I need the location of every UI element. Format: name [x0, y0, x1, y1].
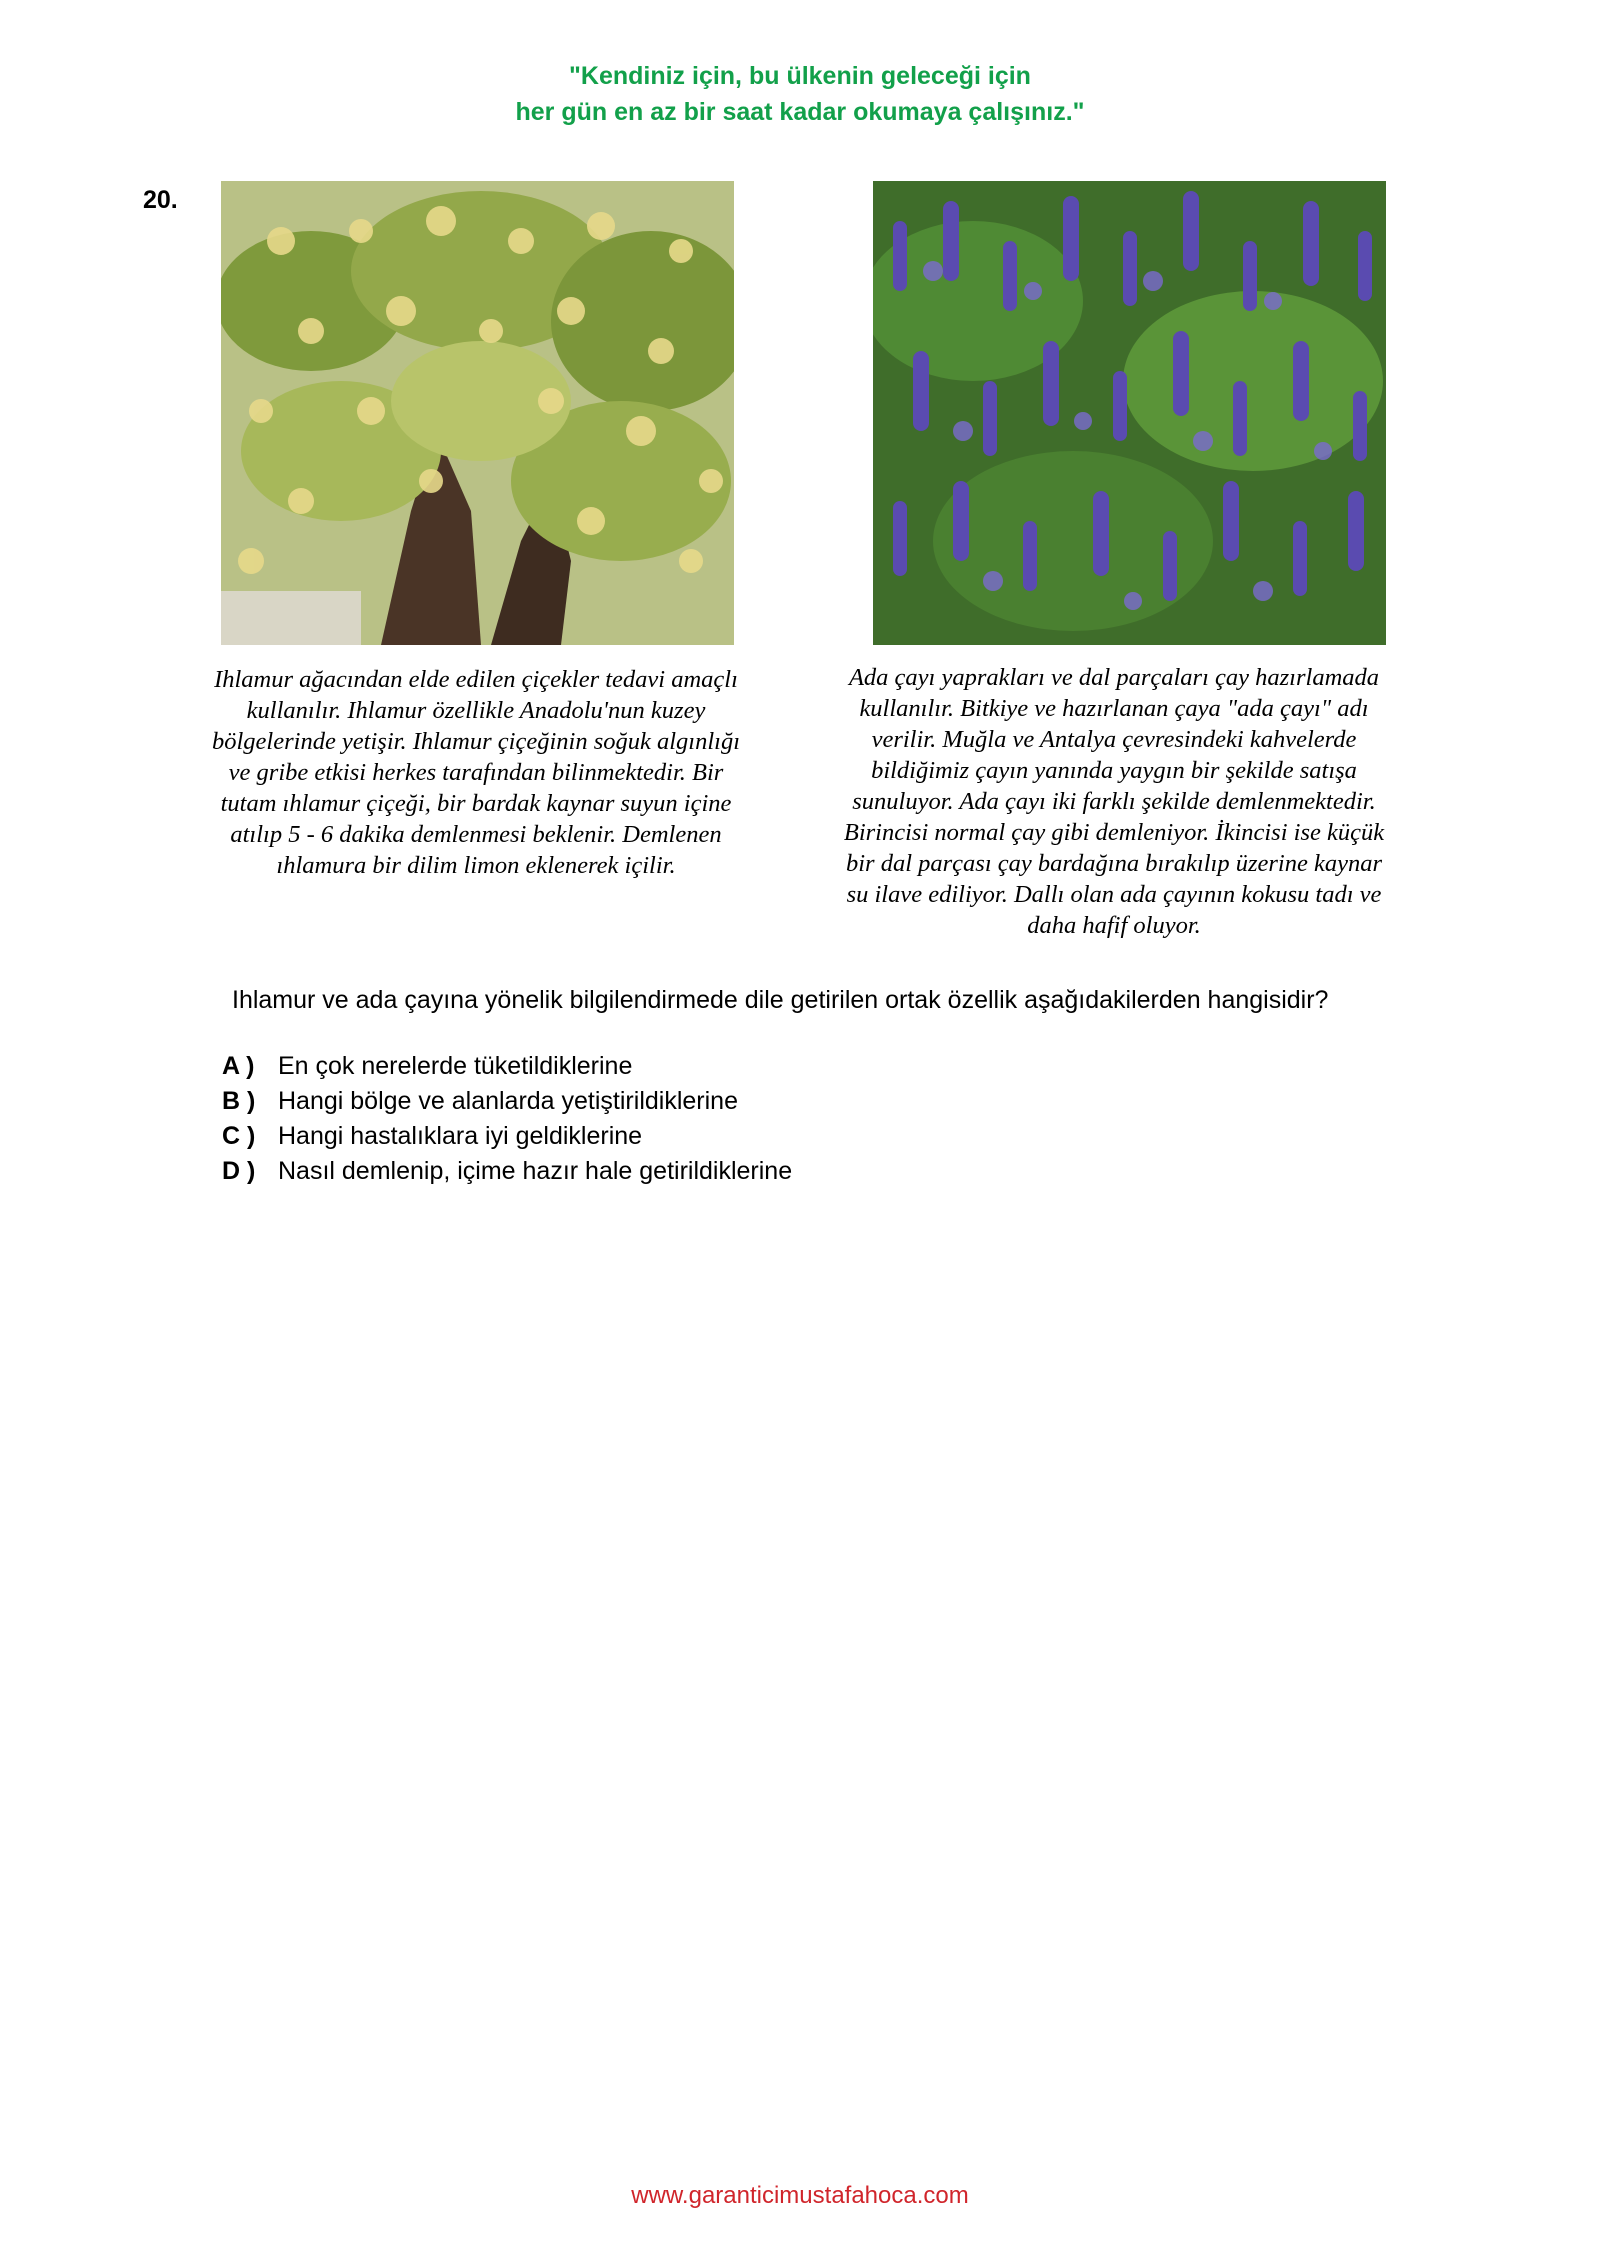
question-number: 20.: [143, 186, 178, 214]
option-a-letter: A ): [222, 1052, 255, 1080]
option-a[interactable]: [222, 1052, 792, 1087]
option-b[interactable]: [222, 1087, 792, 1122]
linden-tree-photo: [221, 181, 734, 645]
option-b-text: Hangi bölge ve alanlarda yetiştirildiklerine: [278, 1087, 738, 1115]
motto: [0, 58, 1600, 130]
option-c-text: Hangi hastalıklara iyi geldiklerine: [278, 1122, 643, 1150]
sage-flowers-photo: [873, 181, 1386, 645]
answer-options: [222, 1052, 792, 1192]
option-a-text: En çok nerelerde tüketildiklerine: [278, 1052, 633, 1080]
sage-caption: Ada çayı yaprakları ve dal parçaları çay hazırlamada kullanılır. Bitkiye ve hazırlanan çaya "ada çayı" adı verilir. Muğla ve Antalya çevresindeki kahvelerde bildiğimiz çayın yanında yaygın bir şekilde satışa sunuluyor. Ada çayı iki farklı şekilde demlenmektedir. Birincisi normal çay gibi demleniyor. İkincisi ise küçük bir dal parçası çay bardağına bırakılıp üzerine kaynar su ilave ediliyor. Dallı olan ada çayının kokusu tadı ve daha hafif oluyor.: [843, 664, 1385, 939]
option-d[interactable]: [222, 1157, 792, 1192]
motto-line-1: "Kendiniz için, bu ülkenin geleceği için: [569, 62, 1031, 90]
linden-caption: Ihlamur ağacından elde edilen çiçekler tedavi amaçlı kullanılır. Ihlamur özellikle Anadolu'nun kuzey bölgelerinde yetişir. Ihlamur çiçeğinin soğuk algınlığı ve gribe etkisi herkes tarafından bilinmektedir. Bir tutam ıhlamur çiçeği, bir bardak kaynar suyun içine atılıp 5 - 6 dakika demlenmesi beklenir. Demlenen ıhlamura bir dilim limon eklenerek içilir.: [211, 666, 741, 879]
option-c-letter: C ): [222, 1122, 256, 1150]
option-b-letter: B ): [222, 1087, 256, 1115]
question-stem: Ihlamur ve ada çayına yönelik bilgilendirmede dile getirilen ortak özellik aşağıdakilerden hangisidir?: [232, 986, 1329, 1014]
option-d-letter: D ): [222, 1157, 256, 1185]
motto-line-2: her gün en az bir saat kadar okumaya çalışınız.": [515, 98, 1085, 126]
option-c[interactable]: [222, 1122, 792, 1157]
option-d-text: Nasıl demlenip, içime hazır hale getirildiklerine: [278, 1157, 793, 1185]
footer-website-link[interactable]: www.garanticimustafahoca.com: [631, 2182, 969, 2209]
